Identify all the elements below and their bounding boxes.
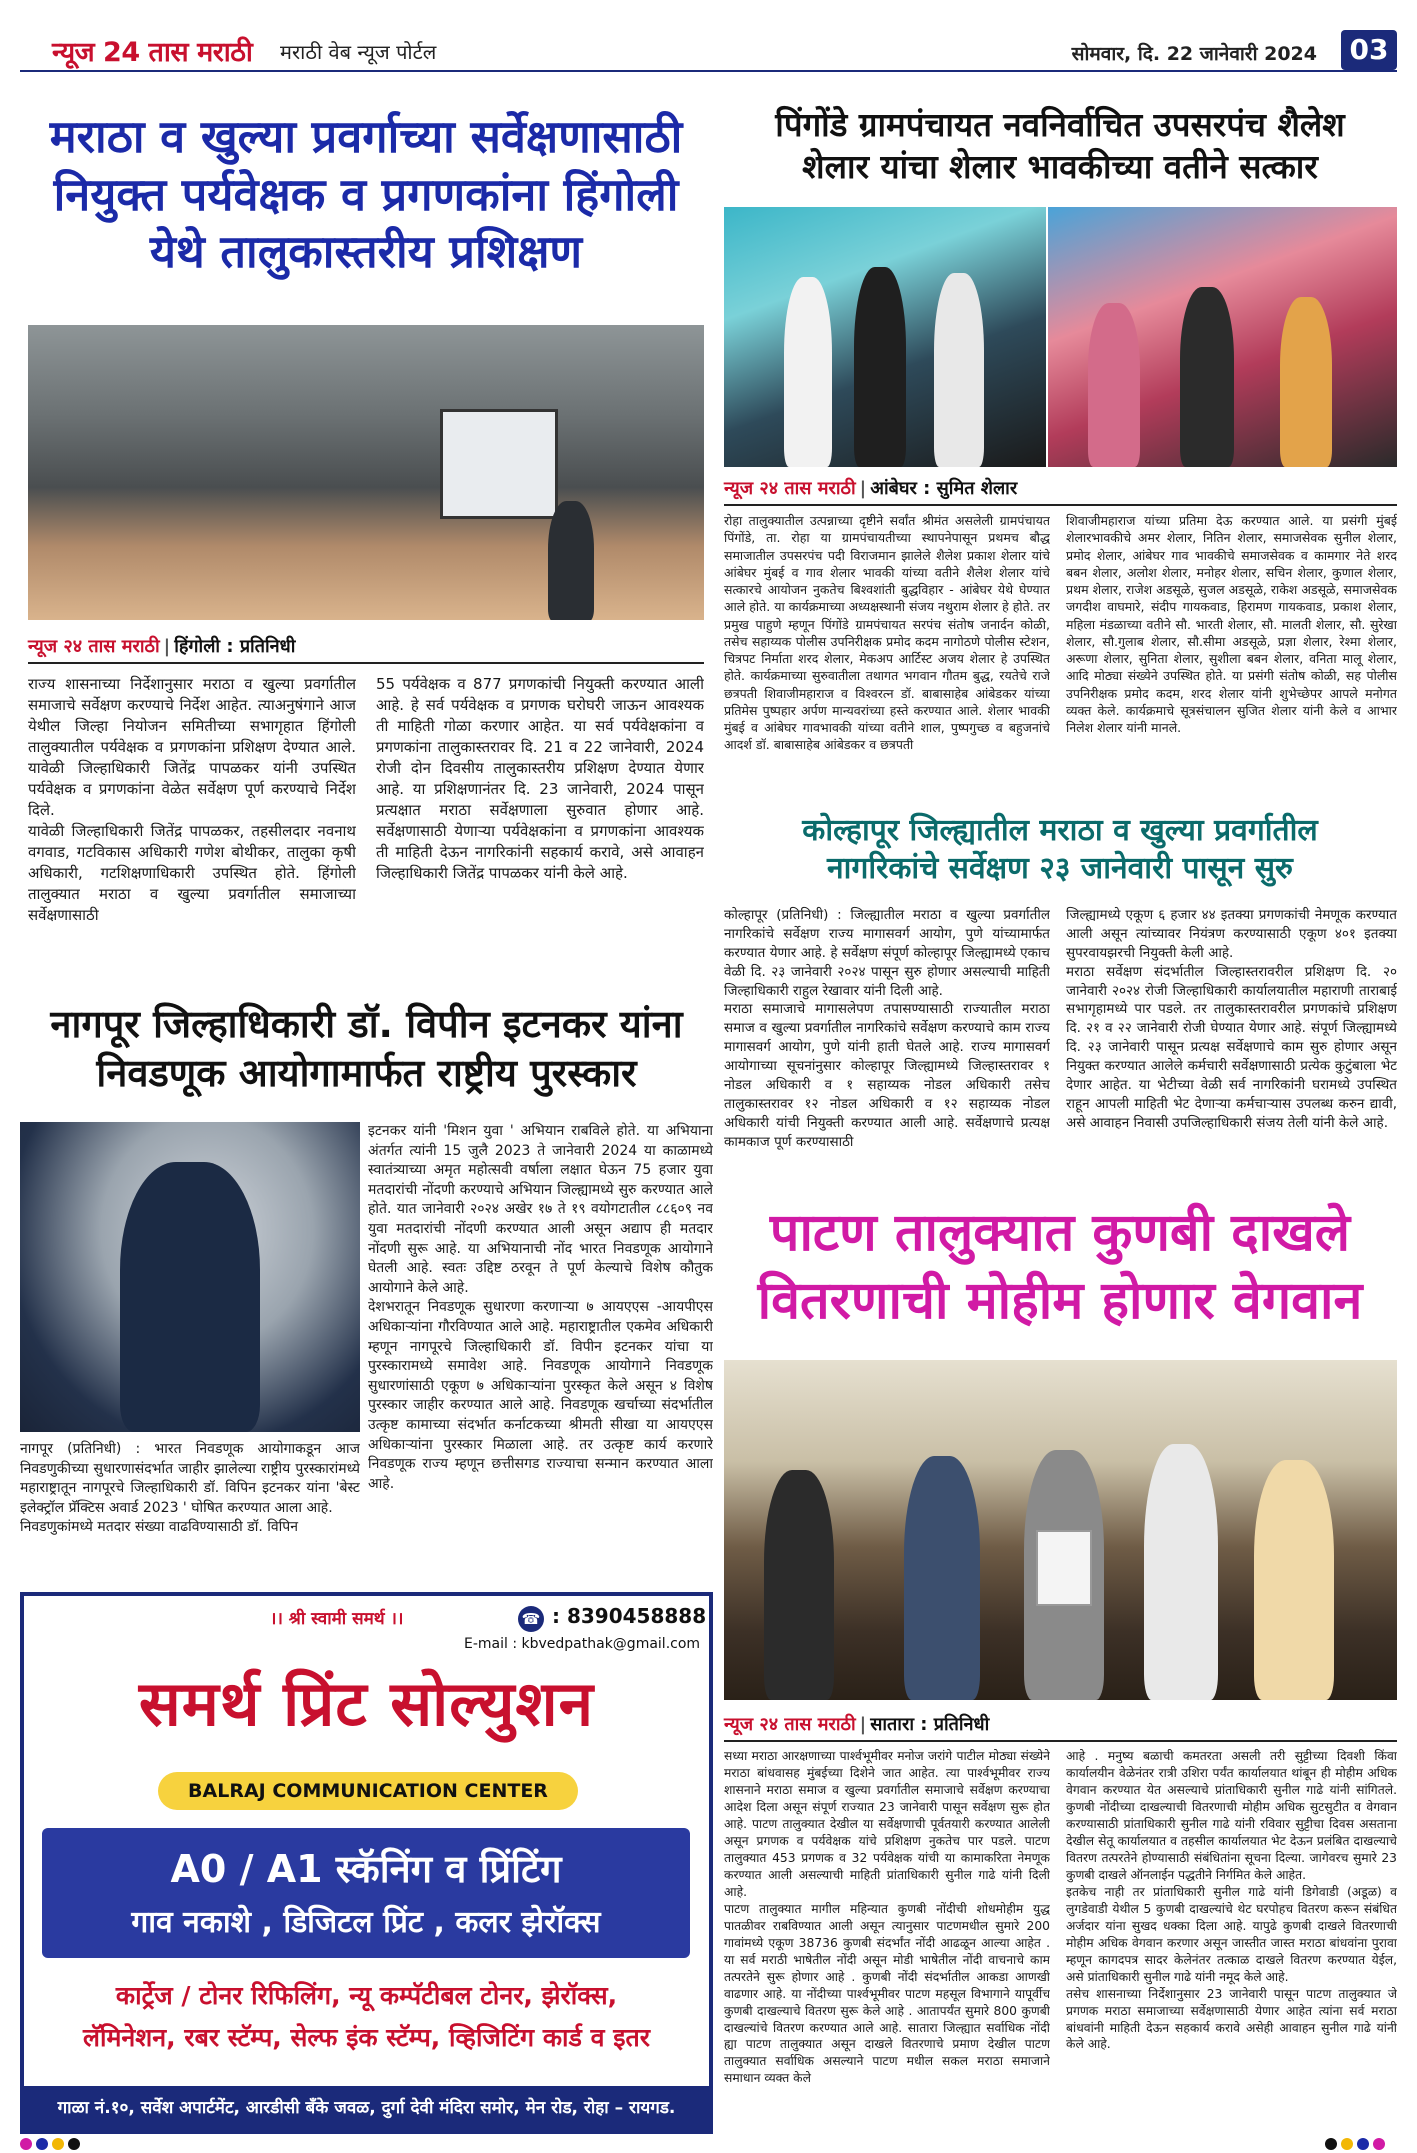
hingoli-headline-line: नियुक्त पर्यवेक्षक व प्रगणकांना हिंगोली xyxy=(53,167,679,221)
byline-brand: न्यूज २४ तास मराठी xyxy=(724,1714,856,1735)
person-figure xyxy=(1144,1444,1218,1700)
person-figure xyxy=(934,273,984,467)
byline-location: हिंगोली : प्रतिनिधी xyxy=(174,636,296,657)
nagpur-headline-line: निवडणूक आयोगामार्फत राष्ट्रीय पुरस्कार xyxy=(96,1050,637,1095)
person-figure xyxy=(764,1470,834,1700)
presenter-figure xyxy=(548,501,594,620)
ad-address: गाळा नं.१०, सर्वेश अपार्टमेंट, आरडीसी बँके जवळ, दुर्गा देवी मंदिरा समोर, मेन रोड, रोहा – रायगड. xyxy=(24,2086,709,2130)
person-figure xyxy=(904,1456,980,1700)
ad-contact-strip xyxy=(24,1596,709,1652)
portal-tagline: मराठी वेब न्यूज पोर्टल xyxy=(280,40,437,64)
hingoli-training-photo xyxy=(28,325,704,620)
ad-products-line: कार्ट्रेज / टोनर रिफिलिंग, न्यू कम्पॅटीबल टोनर, झेरॉक्स, xyxy=(115,1981,618,2010)
patan-certificate-photo xyxy=(724,1360,1397,1700)
patan-divider xyxy=(724,1740,1397,1742)
patan-column-2: आहे . मनुष्य बळाची कमतरता असली तरी सुट्टीच्या दिवशी किंवा कार्यालयीन वेळेनंतर रात्री उशिरा पर्यंत कार्यालयात थांबून ही मोहीम अधिक वेगवान करण्यात येत असल्याचे प्रांताधिकारी सुनील गाढे यांनी सांगितले. कुणबी नोंदीच्या दाखल्याची वितरणाची मोहीम अधिक सुटसुटीत व वेगवान करण्यासाठी प्रांताधिकारी सुनील गाढे यांनी रविवार सुट्टीचा दिवस असताना देखील सेतू कार्यालयात व तहसील कार्यालयात भेट देऊन प्रलंबित दाखल्याचे वितरण तत्परतेने होण्यासाठी संबंधितांना सूचना दिल्या. जागेवरच सुमारे 23 कुणबी दाखले ऑनलाईन पद्धतीने निर्गमित केले आहेत. इतकेच नाही तर प्रांताधिकारी सुनील गाढे यांनी डिगेवाडी (अडूळ) व लुगडेवाडी येथील 5 कुणबी दाखल्यांचे थेट घरपोहच वितरण करून संबंधित अर्जदार यांना सुखद धक्का दिला आहे. यापुढे कुणबी दाखले वितरणाची मोहीम अधिक वेगवान करणार असून जास्तीत जास्त मराठा बांधवांना पुरावा म्हणून कागदपत्र सादर केलेनंतर तत्काळ दाखले वितरण करण्यात येईल, असे प्रांताधिकारी सुनील गाढे यांनी नमूद केले आहे. तसेच शासनाच्या निर्देशानुसार 23 जानेवारी पासून पाटण तालुक्यात जे प्रगणक मराठा समाजाच्या सर्वेक्षणासाठी येणार आहेत त्यांना सर्व मराठा बांधवांनी माहिती देऊन सहकार्य करावे असेही आवाहन सुनील गाढे यांनी केले आहे. xyxy=(1066,1749,1397,2052)
dot-icon xyxy=(1325,2138,1337,2150)
ad-services-panel xyxy=(42,1828,690,1958)
pingode-headline xyxy=(722,104,1398,188)
pingode-headline-line: पिंगोंडे ग्रामपंचायत नवनिर्वाचित उपसरपंच शैलेश xyxy=(775,105,1345,144)
kolhapur-headline-line: नागरिकांचे सर्वेक्षण २३ जानेवारी पासून सुरु xyxy=(827,851,1293,887)
pingode-column-2: शिवाजीमहाराज यांच्या प्रतिमा देऊ करण्यात आले. या प्रसंगी मुंबई शेलारभावकीचे अमर शेलार, नितिन शेलार, समाजसेवक सुनील शेलार, प्रमोद शेलार, आंबेघर गाव भावकीचे समाजसेवक व कामगार नेते शरद बबन शेलार, अलोश शेलार, मनोहर शेलार, सचिन शेलार, कुणाल शेलार, प्रथम शेलार, राजेश अडसूळे, सुजल अडसूळे, राकेश अडसूळे, समाजसेवक जगदीश वाघमारे, संदीप गायकवाड, हिरामण गायकवाड, प्रकाश शेलार, महिला मंडळाच्या वतीने सौ. भारती शेलार, सौ. मालती शेलार, सौ. सुरेखा शेलार, सौ.गुलाब शेलार, सौ.सीमा अडसूळे, प्रज्ञा शेलार, रेश्मा शेलार, अरूणा शेलार, सुनिता शेलार, सुशीला बबन शेलार, वनिता मालू शेलार, आदि मोठ्या संख्येने उपस्थित होते. या प्रसंगी संतोष कोळी, सह पोलीस उपनिरीक्षक प्रमोद कदम, शरद शेलार यांनी शुभेच्छेपर आपले मनोगत व्यक्त केले. कार्यक्रमाचे सूत्रसंचालन सुजित शेलार यांनी केले व आभार निलेश शेलार यांनी मानले. xyxy=(1066,513,1397,735)
dot-icon xyxy=(36,2138,48,2150)
pingode-felicitation-photo-1 xyxy=(724,207,1046,467)
nagpur-column-right: इटनकर यांनी 'मिशन युवा ' अभियान राबविले होते. या अभियाना अंतर्गत त्यांनी 15 जुलै 2023 ते जानेवारी 2024 या काळामध्ये स्वातंत्र्याच्या अमृत महोत्सवी वर्षाला लक्षात घेऊन 75 हजार युवा मतदारांची नोंदणी करण्याचे अभियान जिल्ह्यामध्ये सुरु करण्यात आले होते. यात जानेवारी २०२४ अखेर १७ ते १९ वयोगटातील ८८६०९ नव युवा मतदारांची नोंदणी करण्यात आली असून अद्याप ही मतदार नोंदणी सुरू आहे. या अभियानाची नोंद भारत निवडणूक आयोगाने घेतली आहे. स्वतः उद्दिष्ट ठरवून ते पूर्ण केल्याचे विशेष कौतुक आयोगाने केले आहे. देशभरातून निवडणूक सुधारणा करणाऱ्या ७ आयएएस -आयपीएस अधिकाऱ्यांना गौरविण्यात आले आहे. महाराष्ट्रातील एकमेव अधिकारी म्हणून नागपूरचे जिल्हाधिकारी डॉ. विपीन इटनकर यांचा या पुरस्कारामध्ये समावेश आहे. निवडणूक आयोगाने निवडणूक सुधारणांसाठी एकूण ७ अधिकाऱ्यांना पुरस्कृत केले असून ४ विशेष पुरस्कार जाहीर करण्यात आले आहे. निवडणूक खर्चाच्या संदर्भातील उत्कृष्ट कामाच्या संदर्भात कर्नाटकच्या श्रीमती सीखा या आयएएस अधिकाऱ्यांना पुरस्कार मिळाला आहे. तर उत्कृष्ट कार्य करणारे निवडणूक राज्य म्हणून छत्तीसगड राज्याचा सन्मान करण्यात आला आहे. xyxy=(368,1123,713,1492)
dot-icon xyxy=(1357,2138,1369,2150)
person-figure xyxy=(784,277,832,467)
pingode-headline-line: शेलार यांचा शेलार भावकीच्या वतीने सत्कार xyxy=(802,147,1318,187)
person-figure xyxy=(120,1162,260,1432)
phone-icon: ☎ xyxy=(518,1606,544,1632)
certificate-icon xyxy=(1036,1530,1092,1606)
brand-logo: न्यूज 24 तास मराठी xyxy=(52,37,253,68)
nagpur-column-left: नागपूर (प्रतिनिधी) : भारत निवडणूक आयोगाकडून आज निवडणुकीच्या सुधारणासंदर्भात जाहीर झालेल्या राष्ट्रीय पुरस्कारांमध्ये महाराष्ट्रातून नागपूरचे जिल्हाधिकारी डॉ. विपिन इटनकर यांना 'बेस्ट इलेक्ट्रॉल प्रॅक्टिस अवार्ड 2023 ' घोषित करण्यात आला आहे. निवडणुकांमध्ये मतदार संख्या वाढविण्यासाठी डॉ. विपिन xyxy=(20,1441,360,1536)
kolhapur-headline xyxy=(722,812,1398,889)
patan-column-1: सध्या मराठा आरक्षणाच्या पार्श्वभूमीवर मनोज जरांगे पाटील मोठ्या संख्येने मराठा बांधवासह मुंबईच्या दिशेने जात आहेत. त्या पार्श्वभूमीवर राज्य शासनाने मराठा समाज व खुल्या प्रवर्गातील समाजाचे सर्वेक्षण करण्याचा आदेश दिला असून संपूर्ण राज्यात 23 जानेवारी पासून सर्वेक्षण सुरू होत आहे. पाटण तालुक्यात देखील या सर्वेक्षणाची पूर्वतयारी करण्यात आलेली असून प्रगणक व पर्यवेक्षक यांचे प्रशिक्षण नुकतेच पार पडले. पाटण तालुक्यात 453 प्रगणक व 32 पर्यवेक्षक यांची या कामाकरिता नेमणूक करण्यात आली असल्याची माहिती प्रांताधिकारी सुनील गाढे यांनी दिली आहे. पाटण तालुक्यात मागील महिन्यात कुणबी नोंदीची शोधमोहीम युद्ध पातळीवर राबविण्यात आली असून त्यानुसार पाटणमधील सुमारे 200 गावांमध्ये एकूण 38736 कुणबी संदर्भांत नोंदी आढळून आल्या आहेत . या सर्व मराठी भाषेतील नोंदी असून मोडी भाषेतील नोंदी वाचनाचे काम तत्परतेने सुरू होणार आहे . कुणबी नोंदी संदर्भातील आकडा आणखी वाढणार आहे. या नोंदीच्या पार्श्वभूमीवर पाटण महसूल विभागाने यापूर्वीच कुणबी दाखल्याचे वितरण सुरू केले आहे . आतापर्यंत सुमारे 800 कुणबी दाखल्यांचे वितरण करण्यात आले आहे. सातारा जिल्ह्यात सर्वाधिक नोंदी ह्या पाटण तालुक्यात असून दाखले वितरणाचे प्रमाण देखील पाटण तालुक्यात सर्वाधिक असल्याने पाटण मधील सकल मराठा समाजाने समाधान व्यक्त केले xyxy=(724,1749,1050,2086)
footer-decoration xyxy=(1325,2138,1405,2150)
patan-headline-line: पाटण तालुक्यात कुणबी दाखले xyxy=(769,1203,1351,1263)
person-figure xyxy=(1088,303,1140,467)
kolhapur-column-1: कोल्हापूर (प्रतिनिधी) : जिल्ह्यातील मराठा व खुल्या प्रवर्गातील नागरिकांचे सर्वेक्षण राज्य मागासवर्ग आयोग, पुणे यांच्यामार्फत करण्यात येणार आहे. हे सर्वेक्षण संपूर्ण कोल्हापूर जिल्ह्यामध्ये एकाच वेळी दि. २३ जानेवारी २०२४ पासून सुरु होणार असल्याची माहिती जिल्हाधिकारी राहुल रेखावार यांनी दिली आहे. मराठा समाजाचे मागासलेपण तपासण्यासाठी राज्यातील मराठा समाज व खुल्या प्रवर्गातील नागरिकांचे सर्वेक्षण करण्याचे काम राज्य मागासवर्ग आयोग, पुणे यांनी हाती घेतले आहे. राज्य मागासवर्ग आयोगाच्या सूचनांनुसार कोल्हापूर जिल्ह्यामध्ये जिल्हास्तरावर १ नोडल अधिकारी व १ सहाय्यक नोडल अधिकारी तसेच तालुकास्तरावर १२ नोडल अधिकारी व १२ सहाय्यक नोडल अधिकारी यांची नियुक्ती करण्यात आली आहे. सर्वेक्षणाचे प्रत्यक्ष कामकाज पूर्ण करण्यासाठी xyxy=(724,907,1050,1150)
kolhapur-headline-line: कोल्हापूर जिल्ह्यातील मराठा व खुल्या प्रवर्गातील xyxy=(802,813,1318,848)
ad-service-line: A0 / A1 स्कॅनिंग व प्रिंटिंग xyxy=(170,1847,562,1891)
dot-icon xyxy=(1373,2138,1385,2150)
kolhapur-column-2: जिल्ह्यामध्ये एकूण ६ हजार ४४ इतक्या प्रगणकांची नेमणूक करण्यात आली असून त्यांच्यावर नियंत्रण करण्यासाठी एकूण ४०१ इतक्या सुपरवायझरची नियुक्ती केली आहे. मराठा सर्वेक्षण संदर्भातील जिल्हास्तरावरील प्रशिक्षण दि. २० जानेवारी २०२४ रोजी जिल्हाधिकारी कार्यालयातील महाराणी ताराबाई सभागृहामध्ये पार पडले. तर तालुकास्तरावरील प्रगणकांचे प्रशिक्षण दि. २१ व २२ जानेवारी रोजी घेण्यात येणार आहे. संपूर्ण जिल्ह्यामध्ये दि. २३ जानेवारी पासून प्रत्यक्ष सर्वेक्षणाचे काम सुरु होणार असून नियुक्त करण्यात आलेले कर्मचारी सर्वेक्षणासाठी प्रत्येक कुटुंबाला भेट देणार आहेत. या भेटीच्या वेळी सर्व नागरिकांनी घरामध्ये उपस्थित राहून आपली माहिती भेट देणाऱ्या कर्मचाऱ्यास उपलब्ध करुन द्यावी, असे आवाहन निवासी उपजिल्हाधिकारी संजय तेली यांनी केले आहे. xyxy=(1066,907,1397,1131)
print-solution-advertisement xyxy=(20,1592,713,2134)
footer-decoration xyxy=(20,2138,100,2150)
hingoli-column-1: राज्य शासनाच्या निर्देशानुसार मराठा व खुल्या प्रवर्गातील समाजाचे सर्वेक्षण करण्याचे निर्देश आहेत. त्याअनुषंगाने आज येथील जिल्हा नियोजन समितीच्या सभागृहात हिंगोली तालुक्यातील पर्यवेक्षक व प्रगणकांना प्रशिक्षण देण्यात आले. यावेळी जिल्हाधिकारी जितेंद्र पापळकर यांनी उपस्थित पर्यवेक्षक व प्रगणकांना वेळेत सर्वेक्षण पूर्ण करण्याचे निर्देश दिले. यावेळी जिल्हाधिकारी जितेंद्र पापळकर, तहसीलदार नवनाथ वगवाड, गटविकास अधिकारी गणेश बोथीकर, तालुका कृषी अधिकारी, गटशिक्षणाधिकारी उपस्थित होते. हिंगोली तालुक्यात मराठा व खुल्या प्रवर्गातील समाजाच्या सर्वेक्षणासाठी xyxy=(28,675,356,924)
ad-service-line: गाव नकाशे , डिजिटल प्रिंट , कलर झेरॉक्स xyxy=(131,1905,601,1940)
byline-location: सातारा : प्रतिनिधी xyxy=(870,1714,990,1735)
hingoli-byline: न्यूज २४ तास मराठी | हिंगोली : प्रतिनिधी xyxy=(28,636,296,657)
ad-phone[interactable]: : 8390458888 xyxy=(552,1604,707,1628)
dot-icon xyxy=(1341,2138,1353,2150)
person-figure xyxy=(1280,297,1332,467)
pingode-divider xyxy=(724,504,1397,506)
nagpur-headline xyxy=(20,1000,713,1097)
ad-email[interactable]: E-mail : kbvedpathak@gmail.com xyxy=(464,1636,701,1652)
patan-headline xyxy=(722,1200,1398,1335)
hingoli-headline xyxy=(28,108,704,281)
byline-location: आंबेघर : सुमित शेलार xyxy=(870,478,1018,499)
dot-icon xyxy=(20,2138,32,2150)
hingoli-divider xyxy=(28,662,704,664)
person-figure xyxy=(854,267,906,467)
dot-icon xyxy=(68,2138,80,2150)
ad-subtitle: BALRAJ COMMUNICATION CENTER xyxy=(158,1772,578,1810)
masthead xyxy=(20,26,1397,72)
page-number: 03 xyxy=(1341,30,1397,70)
issue-date: सोमवार, दि. 22 जानेवारी 2024 xyxy=(1071,43,1317,65)
hingoli-column-2: 55 पर्यवेक्षक व 877 प्रगणकांची नियुक्ती करण्यात आली आहे. हे सर्व पर्यवेक्षक व प्रगणक घरोघरी जाऊन आवश्यक ती माहिती गोळा करणार आहेत. या सर्व पर्यवेक्षकांना व प्रगणकांना तालुकास्तरावर दि. 21 व 22 जानेवारी, 2024 रोजी दोन दिवसीय तालुकास्तरीय प्रशिक्षण देण्यात येणार आहे. या प्रशिक्षणानंतर दि. 23 जानेवारी, 2024 पासून प्रत्यक्षात मराठा सर्वेक्षणाला सुरुवात होणार आहे. सर्वेक्षणासाठी येणाऱ्या पर्यवेक्षकांना व प्रगणकांना आवश्यक ती माहिती देऊन नागरिकांनी सहकार्य करावे, असे आवाहन जिल्हाधिकारी जितेंद्र पापळकर यांनी केले आहे. xyxy=(376,675,704,882)
ad-business-name: समर्थ प्रिंट सोल्युशन xyxy=(138,1667,595,1740)
pingode-byline: न्यूज २४ तास मराठी | आंबेघर : सुमित शेलार xyxy=(724,478,1018,499)
hingoli-headline-line: येथे तालुकास्तरीय प्रशिक्षण xyxy=(149,225,583,279)
person-figure xyxy=(1180,287,1234,467)
person-figure xyxy=(1254,1460,1334,1700)
dot-icon xyxy=(52,2138,64,2150)
ad-blessing: ।। श्री स्वामी समर्थ ।। xyxy=(270,1609,404,1629)
pingode-felicitation-photo-2 xyxy=(1048,207,1397,467)
pingode-column-1: रोहा तालुक्यातील उत्पन्नाच्या दृष्टीने सर्वांत श्रीमंत असलेली ग्रामपंचायत पिंगोंडे, ता. रोहा या ग्रामपंचायतीच्या स्थापनेपासून प्रथमच बौद्ध समाजातील उपसरपंच पदी विराजमान झालेले शैलेश प्रकाश शेलार यांचे आंबेघर मुंबई व गाव शेलार भावकी यांच्या वतीने शैलेश शेलार यांचे सत्कारचे आयोजन नुकतेच बिश्वशांती बुद्धविहार - आंबेघर येथे घेण्यात आले होते. या कार्यक्रमाच्या अध्यक्षस्थानी संजय नथुराम शेलार हे होते. तर प्रमुख पाहुणे म्हणून पिंगोंडे ग्रामपंचायत सरपंच संतोष जनार्दन कोळी, तसेच सहाय्यक पोलीस उपनिरीक्षक प्रमोद कदम नागोठणे पोलीस स्टेशन, चित्रपट निर्माता शरद शेलार, मेकअप आर्टिस्ट अजय शेलार हे उपस्थित होते. कार्यक्रमाच्या सुरुवातीला तथागत भगवान गौतम बुद्ध, रयतेचे राजे छत्रपती शिवाजीमहाराज व विश्वरत्न डॉ. बाबासाहेब आंबेडकर यांच्या प्रतिमेस पुष्पहार अर्पण मान्यवरांच्या हस्ते करण्यात आले. शेलार भावकी मुंबई व आंबेघर गावभावकी यांच्या वतीने शाल, पुष्पगुच्छ व बहुजनांचे आदर्श डॉ. बाबासाहेब आंबेडकर व छत्रपती xyxy=(724,513,1050,753)
patan-headline-line: वितरणाची मोहीम होणार वेगवान xyxy=(757,1270,1363,1331)
nagpur-headline-line: नागपूर जिल्हाधिकारी डॉ. विपीन इटनकर यांना xyxy=(50,1002,683,1046)
ad-products-line: लॅमिनेशन, रबर स्टॅम्प, सेल्फ इंक स्टॅम्प, व्हिजिटिंग कार्ड व इतर xyxy=(83,2023,650,2052)
projector-screen-icon xyxy=(440,409,558,519)
hingoli-headline-line: मराठा व खुल्या प्रवर्गाच्या सर्वेक्षणासाठी xyxy=(49,110,683,163)
patan-byline: न्यूज २४ तास मराठी | सातारा : प्रतिनिधी xyxy=(724,1714,990,1735)
byline-brand: न्यूज २४ तास मराठी xyxy=(724,478,856,499)
byline-brand: न्यूज २४ तास मराठी xyxy=(28,636,160,657)
nagpur-collector-portrait xyxy=(20,1122,360,1432)
